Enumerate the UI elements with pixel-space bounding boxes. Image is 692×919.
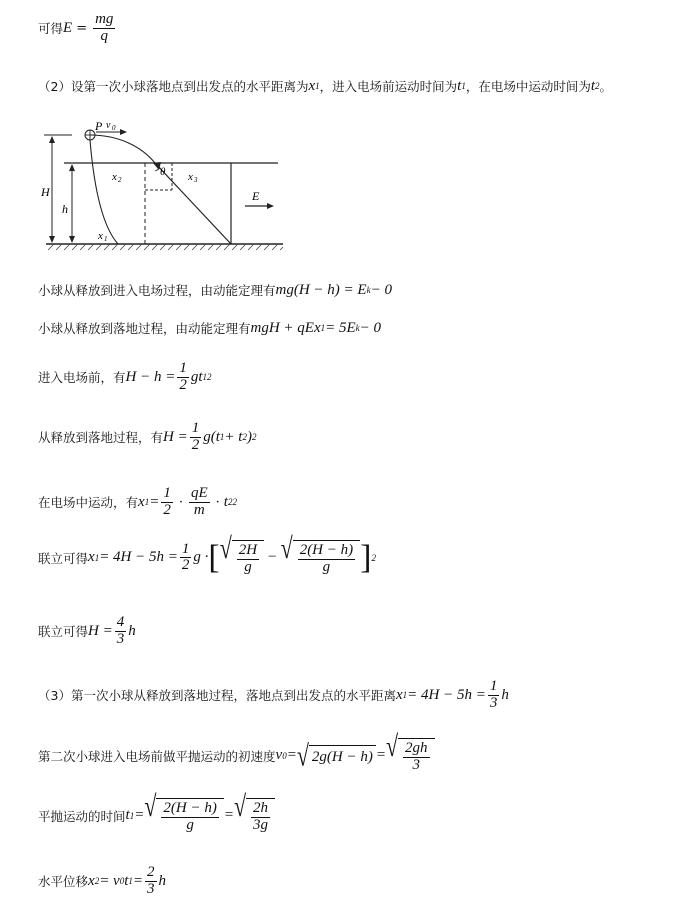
label-P: P	[95, 119, 103, 133]
physics-diagram	[38, 118, 288, 260]
path-projectile	[90, 135, 155, 163]
path-first-drop	[90, 140, 118, 244]
label-H: H	[41, 185, 50, 199]
eq-energy-2: 小球从释放到落地过程，由动能定理有 mgH + qEx 1 = 5E k − 0	[38, 319, 382, 336]
eq-in-field: 在电场中运动，有 x 1 = $\frac{1}{2}$ · $\frac{qE}{m}$ · t 2 2	[38, 485, 237, 518]
eq-total-time: 从释放到落地过程，有 H = $\frac{1}{2}$ g(t 1 + t 2 ) 2	[38, 420, 257, 453]
label-x2: x	[112, 171, 117, 183]
result-E: 可得 E = $\frac{mg}{q}$	[38, 11, 114, 44]
label-x1-sub: 1	[104, 235, 108, 243]
part-2-intro: （2）设第一次小球落地点到出发点的水平距离为 x 1 ，进入电场前运动时间为 t 1 ，在电场中运动时间为 t 2 。	[38, 77, 613, 94]
label-h: h	[62, 202, 68, 216]
eq-initial-velocity: 第二次小球进入电场前做平抛运动的初速度 v 0 = √ 2g(H − h) = √ $\frac{2gh}{3}$	[38, 738, 435, 774]
fraction: $\frac{mg}{q}$	[95, 11, 114, 44]
eq-projectile-time: 平抛运动的时间 t 1 = √ $\frac{2(H - h)}{g}$ = √ $\frac{2h}{3g}$	[38, 798, 275, 834]
part-3-intro: （3）第一次小球从释放到落地过程，落地点到出发点的水平距离 x 1 = 4H − 5h = $\frac{1}{3}$ h	[38, 678, 509, 711]
eq-energy-1: 小球从释放到进入电场过程，由动能定理有 mg(H − h) = E k − 0	[38, 281, 392, 298]
label-v0-sub: 0	[112, 124, 116, 132]
label-theta: θ	[160, 166, 166, 178]
label-x1: x	[98, 230, 103, 242]
label-v0: v	[106, 120, 111, 131]
path-straight	[155, 163, 231, 244]
eq-horizontal-displacement: 水平位移 x 2 = v 0 t 1 = $\frac{2}{3}$ h	[38, 864, 167, 897]
ground-hatch	[48, 244, 283, 250]
label-x3: x	[188, 171, 193, 183]
label-x3-sub: 3	[194, 176, 198, 184]
label-x2-sub: 2	[118, 176, 122, 184]
eq-combined-1: 联立可得 x 1 = 4H − 5h = $\frac{1}{2}$ g · [ √ $\frac{2H}{g}$ − √ $\frac{2(H - h)}{g}$ ] 2	[38, 531, 376, 576]
eq-before-field: 进入电场前，有 H − h = $\frac{1}{2}$ gt 1 2	[38, 360, 212, 393]
label-E: E	[252, 189, 260, 203]
eq-H-result: 联立可得 H = $\frac{4}{3}$ h	[38, 614, 136, 647]
